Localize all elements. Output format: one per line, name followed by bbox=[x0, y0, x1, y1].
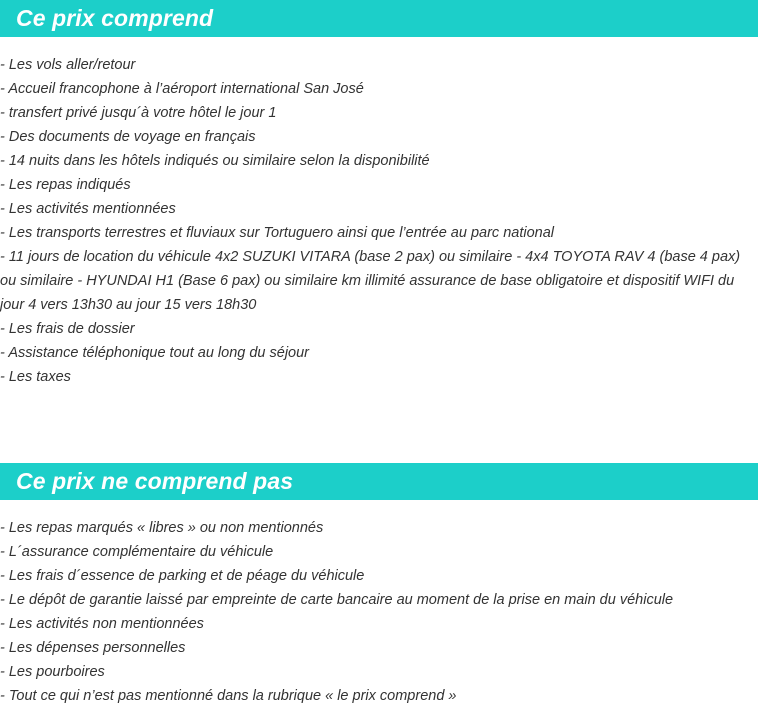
excluded-item: - L´assurance complémentaire du véhicule bbox=[0, 544, 274, 560]
included-item: - Assistance téléphonique tout au long du séjour bbox=[0, 345, 310, 361]
included-item: - transfert privé jusqu´à votre hôtel le jour 1 bbox=[0, 105, 277, 121]
included-item: - 14 nuits dans les hôtels indiqués ou similaire selon la disponibilité bbox=[0, 153, 430, 169]
excluded-item: - Les pourboires bbox=[0, 664, 105, 680]
excluded-items-list bbox=[0, 516, 756, 708]
included-item: - Les repas indiqués bbox=[0, 177, 131, 193]
included-item: - Les activités mentionnées bbox=[0, 201, 176, 217]
excluded-section-header bbox=[0, 463, 758, 500]
included-item: - Des documents de voyage en français bbox=[0, 129, 256, 145]
included-item: - Les transports terrestres et fluviaux sur Tortuguero ainsi que l’entrée au parc national bbox=[0, 225, 554, 241]
excluded-item: - Le dépôt de garantie laissé par empreinte de carte bancaire au moment de la prise en main du véhicule bbox=[0, 592, 674, 608]
excluded-item: - Les activités non mentionnées bbox=[0, 616, 204, 632]
included-item: - Les frais de dossier bbox=[0, 321, 135, 337]
included-item: - Accueil francophone à l’aéroport international San José bbox=[0, 81, 364, 97]
excluded-section-title: Ce prix ne comprend pas bbox=[16, 468, 294, 494]
excluded-item: - Tout ce qui n’est pas mentionné dans la rubrique « le prix comprend » bbox=[0, 688, 457, 704]
excluded-item: - Les repas marqués « libres » ou non mentionnés bbox=[0, 520, 324, 536]
included-item: - 11 jours de location du véhicule 4x2 SUZUKI VITARA (base 2 pax) ou similaire - 4x4 TOYOTA RAV 4 (base 4 pax) ou similaire - HYUNDAI H1 (Base 6 pax) ou similaire km illimité assurance de base obligatoire et dispositif WIFI du jour 4 vers 13h30 au jour 15 vers 18h30 bbox=[0, 249, 741, 313]
included-section-title: Ce prix comprend bbox=[16, 5, 214, 31]
included-section-header bbox=[0, 0, 758, 37]
excluded-item: - Les frais d´essence de parking et de péage du véhicule bbox=[0, 568, 365, 584]
included-item: - Les vols aller/retour bbox=[0, 57, 136, 73]
included-item: - Les taxes bbox=[0, 369, 71, 385]
included-items-list bbox=[0, 53, 756, 389]
excluded-item: - Les dépenses personnelles bbox=[0, 640, 186, 656]
